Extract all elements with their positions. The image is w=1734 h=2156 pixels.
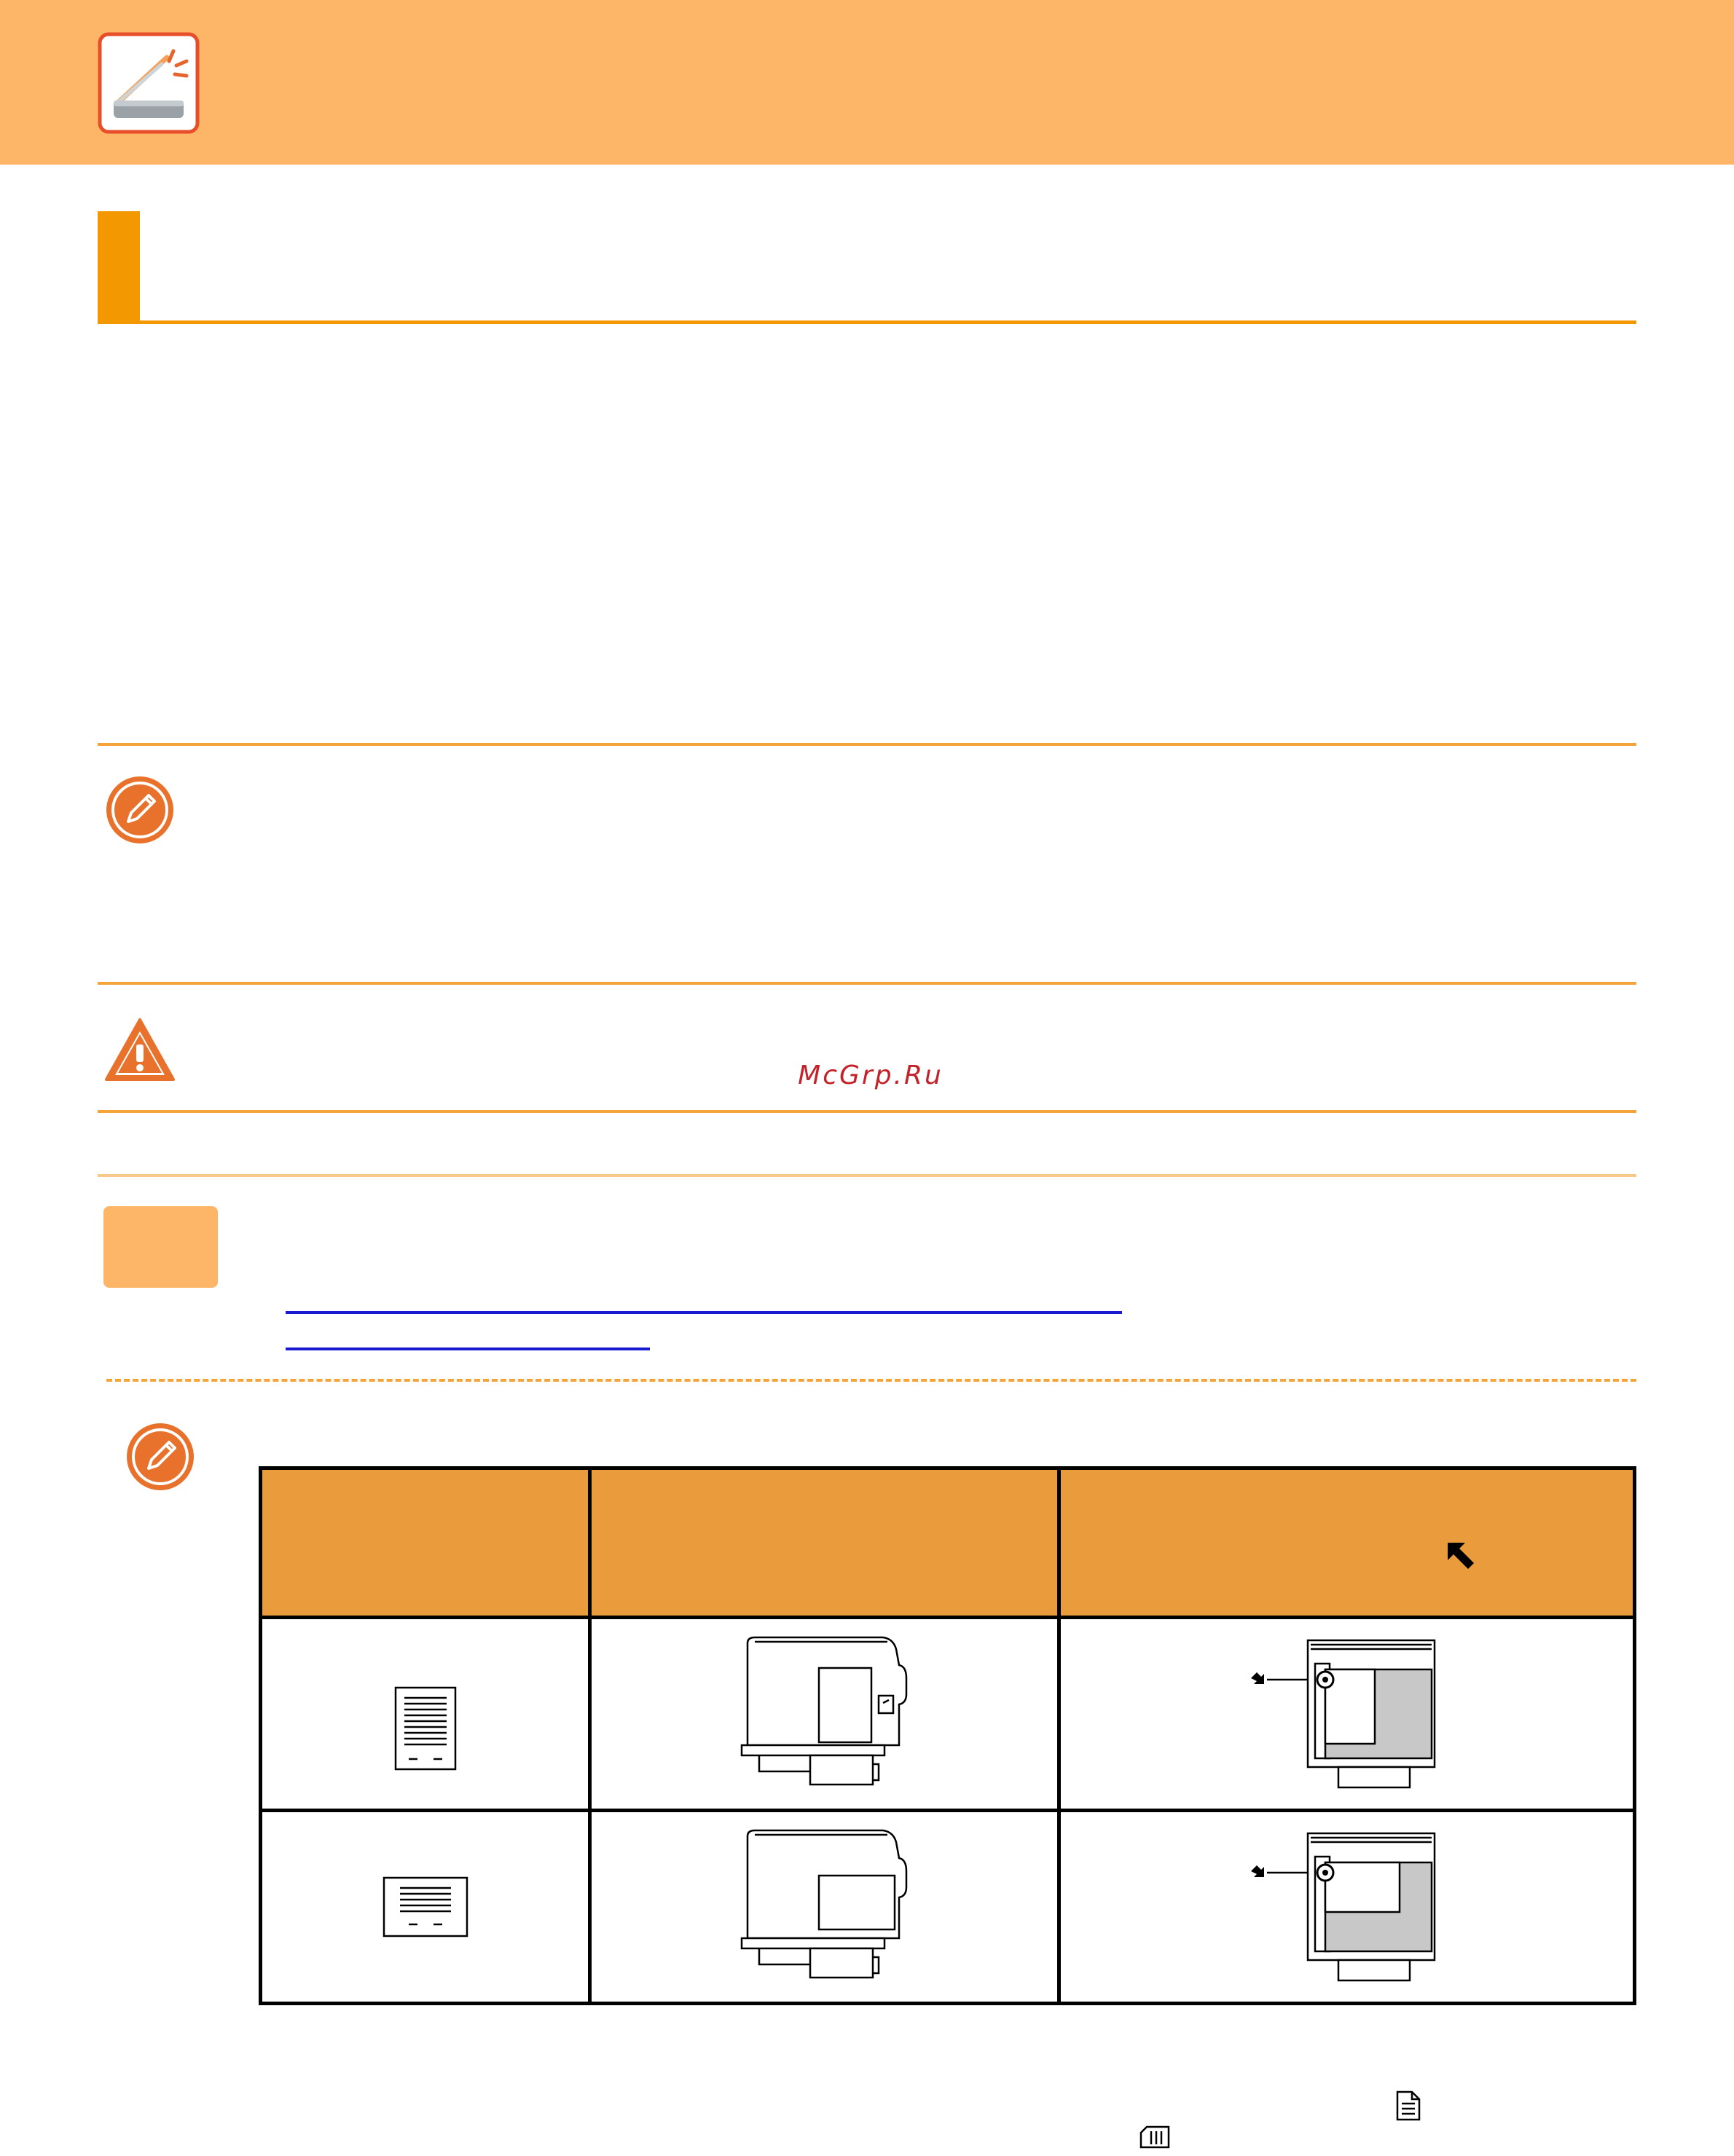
reference-link[interactable] (286, 1311, 1122, 1314)
reference-link[interactable] (286, 1348, 650, 1350)
portrait-document-icon (394, 1686, 457, 1771)
section-marker (98, 211, 140, 322)
document-glass-icon (1245, 1636, 1449, 1792)
header-cell-original (261, 1468, 590, 1618)
header-cell-feeder (590, 1468, 1059, 1618)
landscape-document-icon (382, 1876, 468, 1937)
dashed-separator (106, 1379, 1636, 1382)
feeder-landscape-cell (590, 1811, 1059, 2004)
feeder-portrait-cell (590, 1618, 1059, 1811)
document-feeder-icon (737, 1829, 912, 1985)
pencil-note-icon (103, 774, 176, 846)
document-page-icon (1396, 2090, 1421, 2121)
warning-bottom-rule (98, 1110, 1636, 1113)
warning-triangle-icon (103, 1017, 176, 1082)
glass-portrait-cell (1059, 1618, 1635, 1811)
arrow-icon (1443, 1538, 1478, 1573)
header-cell-glass (1059, 1468, 1635, 1618)
table-row (261, 1618, 1635, 1811)
document-feeder-icon (737, 1636, 912, 1792)
section-rule (98, 320, 1636, 324)
note-bottom-rule (98, 982, 1636, 985)
step-number-badge (103, 1206, 218, 1288)
step-top-rule (98, 1174, 1636, 1177)
scanner-icon (98, 32, 200, 134)
document-glass-icon (1245, 1829, 1449, 1985)
note-top-rule (98, 743, 1636, 746)
table-row (261, 1811, 1635, 2004)
watermark: McGrp.Ru (798, 1061, 944, 1090)
pencil-note-icon (124, 1420, 197, 1493)
glass-landscape-cell (1059, 1811, 1635, 2004)
table-header-row (261, 1468, 1635, 1618)
header-band (0, 0, 1734, 165)
document-columns-icon (1139, 2125, 1170, 2149)
original-portrait-cell (261, 1618, 590, 1811)
original-landscape-cell (261, 1811, 590, 2004)
orientation-table (259, 1466, 1636, 2005)
